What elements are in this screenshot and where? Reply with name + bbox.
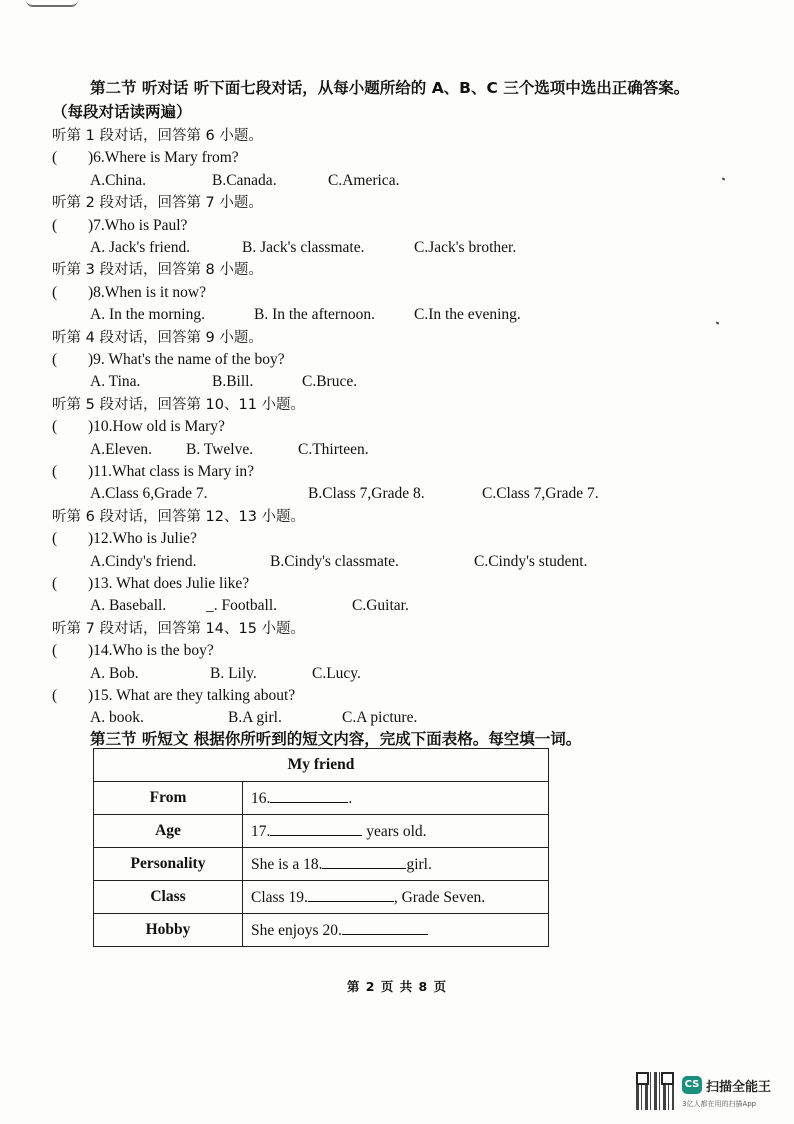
value-suffix: , Grade Seven.	[393, 889, 486, 906]
value-prefix: She enjoys 20.	[251, 922, 342, 939]
question	[52, 529, 197, 551]
value-prefix: 16.	[251, 790, 271, 807]
row-label: Personality	[94, 848, 243, 881]
scan-speck	[716, 321, 720, 324]
answer-blank-16[interactable]	[270, 788, 348, 803]
option-c[interactable]: C.Bruce.	[302, 373, 358, 391]
option-c[interactable]: C.In the evening.	[414, 306, 521, 324]
watermark-tagline: 3亿人都在用的扫描App	[682, 1100, 757, 1108]
value-suffix: girl.	[406, 856, 432, 873]
row-value	[243, 815, 549, 848]
dialogue-intro: 听第 5 段对话，回答第 10、11 小题。	[52, 396, 306, 413]
row-value	[243, 782, 549, 815]
value-prefix: She is a 18.	[251, 856, 323, 873]
dialogue-intro: 听第 4 段对话，回答第 9 小题。	[52, 329, 263, 346]
row-value	[243, 848, 549, 881]
option-b[interactable]: B. Twelve.	[186, 440, 254, 458]
scan-speck	[722, 177, 726, 180]
question-text: )8.When is it now?	[88, 283, 206, 301]
question-text: )15. What are they talking about?	[88, 687, 296, 704]
option-a[interactable]: A. In the morning.	[90, 306, 205, 324]
option-c[interactable]: C.Jack's brother.	[414, 239, 517, 256]
camscanner-logo: CS	[682, 1076, 702, 1094]
question	[52, 350, 285, 372]
table-row	[94, 848, 549, 881]
question-text: )7.Who is Paul?	[88, 216, 188, 234]
question	[52, 574, 249, 596]
table-row	[94, 914, 549, 947]
value-prefix: Class 19.	[251, 889, 308, 906]
qr-code-icon	[636, 1072, 674, 1110]
value-prefix: 17.	[251, 823, 271, 840]
option-b[interactable]: B. Lily.	[210, 664, 257, 682]
question	[52, 216, 187, 238]
page-number: 第 2 页 共 8 页	[346, 979, 448, 994]
dialogue-intro: 听第 2 段对话，回答第 7 小题。	[52, 195, 263, 212]
option-c[interactable]: C.Cindy's student.	[474, 552, 588, 570]
answer-blank-20[interactable]	[342, 920, 428, 935]
row-label: Age	[94, 815, 243, 848]
row-label: Class	[94, 881, 243, 914]
answer-paren[interactable]: (	[52, 283, 58, 301]
watermark-name: 扫描全能王	[706, 1080, 772, 1095]
option-c[interactable]: C.Guitar.	[352, 597, 409, 615]
row-value	[243, 914, 549, 947]
question-text: )12.Who is Julie?	[88, 530, 197, 548]
question	[52, 686, 295, 708]
dialogue-intro: 听第 7 段对话，回答第 14、15 小题。	[52, 620, 306, 637]
question-text: )14.Who is the boy?	[88, 642, 214, 660]
option-a[interactable]: A. book.	[90, 709, 144, 727]
option-b[interactable]: B.Class 7,Grade 8.	[308, 485, 425, 503]
option-c[interactable]: C.America.	[328, 171, 400, 189]
option-b[interactable]: B.Canada.	[212, 171, 277, 189]
option-a[interactable]: A. Tina.	[90, 373, 141, 391]
option-a[interactable]: A. Bob.	[90, 664, 139, 682]
question	[52, 417, 225, 439]
option-a[interactable]: A.China.	[90, 171, 146, 189]
answer-paren[interactable]: (	[52, 687, 58, 704]
table-title-row	[94, 749, 549, 782]
option-b[interactable]: B.Cindy's classmate.	[270, 552, 399, 570]
answer-paren[interactable]: (	[52, 418, 58, 436]
table-row	[94, 782, 549, 815]
row-label: Hobby	[94, 914, 243, 947]
answer-blank-18[interactable]	[322, 854, 406, 869]
answer-paren[interactable]: (	[52, 149, 58, 167]
table-title: My friend	[94, 749, 549, 782]
my-friend-table	[93, 748, 549, 947]
dialogue-intro: 听第 6 段对话，回答第 12、13 小题。	[52, 508, 306, 525]
answer-paren[interactable]: (	[52, 216, 58, 234]
question	[52, 641, 214, 663]
answer-blank-19[interactable]	[308, 887, 394, 902]
row-value	[243, 881, 549, 914]
answer-paren[interactable]: (	[52, 530, 58, 548]
option-b[interactable]: B. Jack's classmate.	[242, 239, 365, 256]
option-c[interactable]: C.Class 7,Grade 7.	[482, 485, 599, 503]
question-text: )10.How old is Mary?	[88, 418, 225, 436]
question	[52, 283, 206, 305]
section-2-heading: 第二节 听对话 听下面七段对话，从每小题所给的 A、B、C 三个选项中选出正确答案。（每段对话读两遍）	[52, 79, 690, 121]
option-b[interactable]: B.Bill.	[212, 373, 254, 391]
option-c[interactable]: C.Thirteen.	[298, 440, 369, 458]
answer-paren[interactable]: (	[52, 642, 58, 660]
page-edge-mark	[26, 0, 78, 7]
question-text: )11.What class is Mary in?	[88, 463, 255, 480]
row-label: From	[94, 782, 243, 815]
answer-paren[interactable]: (	[52, 575, 58, 592]
question-text: )6.Where is Mary from?	[88, 149, 239, 167]
option-c[interactable]: C.Lucy.	[312, 664, 361, 682]
option-b[interactable]: B.A girl.	[228, 709, 282, 727]
dialogue-intro: 听第 3 段对话，回答第 8 小题。	[52, 262, 263, 279]
table-row	[94, 881, 549, 914]
answer-paren[interactable]: (	[52, 463, 58, 480]
dialogue-intro: 听第 1 段对话，回答第 6 小题。	[52, 128, 263, 144]
question	[52, 462, 254, 484]
table-row	[94, 815, 549, 848]
value-suffix: years old.	[362, 823, 427, 840]
option-a[interactable]: A. Jack's friend.	[90, 239, 191, 256]
option-c[interactable]: C.A picture.	[342, 709, 418, 727]
option-a[interactable]: A.Class 6,Grade 7.	[90, 485, 208, 503]
option-b[interactable]: _. Football.	[206, 597, 278, 615]
section-3-heading: 第三节 听短文 根据你所听到的短文内容，完成下面表格。每空填一词。	[90, 730, 582, 748]
answer-paren[interactable]: (	[52, 351, 58, 368]
question	[52, 148, 239, 170]
answer-blank-17[interactable]	[270, 821, 362, 836]
question-text: )9. What's the name of the boy?	[88, 351, 285, 368]
option-b[interactable]: B. In the afternoon.	[254, 306, 375, 324]
option-a[interactable]: A.Cindy's friend.	[90, 552, 197, 570]
question-text: )13. What does Julie like?	[88, 575, 250, 592]
value-suffix: .	[348, 790, 353, 807]
option-a[interactable]: A.Eleven.	[90, 440, 152, 458]
option-a[interactable]: A. Baseball.	[90, 597, 167, 615]
